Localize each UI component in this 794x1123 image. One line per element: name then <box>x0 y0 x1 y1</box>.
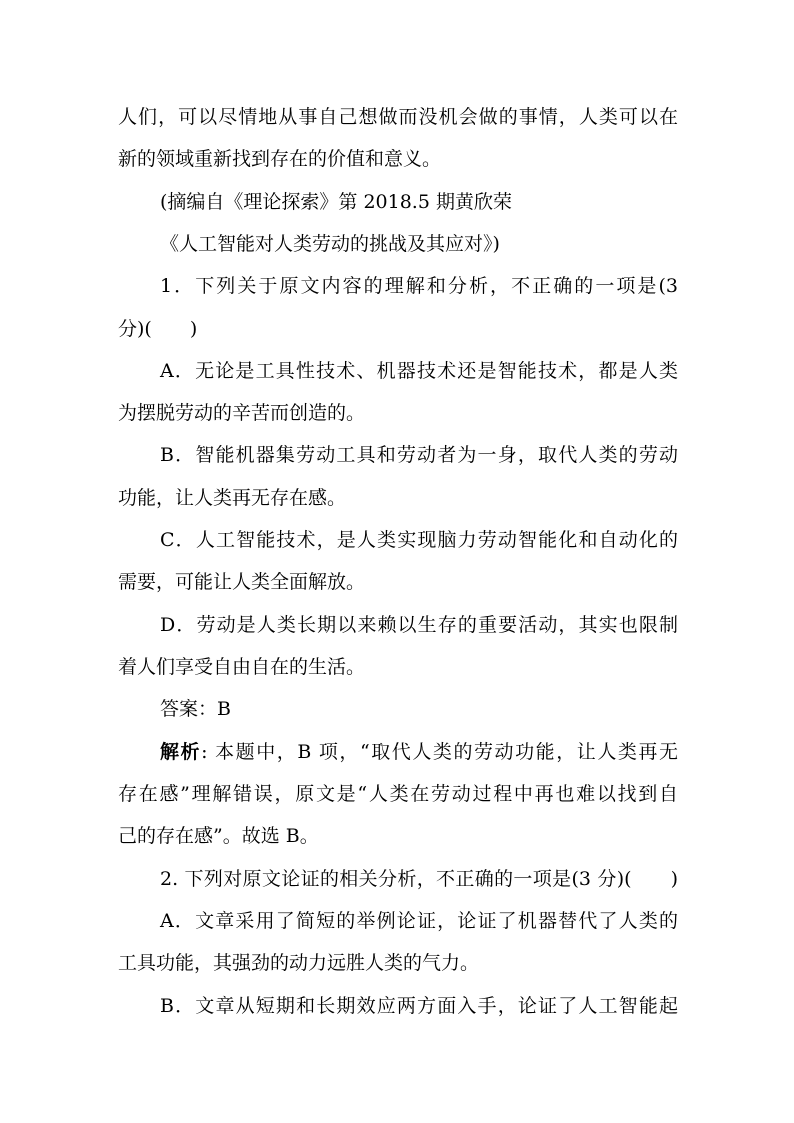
question-1-option-a: 为摆脱劳动的辛苦而创造的。 <box>118 402 366 424</box>
question-1-option-a: A．无论是工具性技术、机器技术还是智能技术，都是人类 <box>160 360 678 382</box>
question-1-option-b: 功能，让人类再无存在感。 <box>118 487 347 509</box>
question-1-stem: 1．下列关于原文内容的理解和分析，不正确的一项是(3 <box>160 275 678 297</box>
source-line: 《人工智能对人类劳动的挑战及其应对》) <box>160 233 500 255</box>
question-1-analysis: 存在感”理解错误，原文是“人类在劳动过程中再也难以找到自 <box>118 783 678 805</box>
passage-line: 新的领域重新找到存在的价值和意义。 <box>118 148 442 170</box>
question-1-analysis: 己的存在感”。故选 B。 <box>118 825 319 847</box>
source-line: (摘编自《理论探索》第 2018.5 期黄欣荣 <box>160 191 512 213</box>
analysis-text: : 本题中，B 项，“取代人类的劳动功能，让人类再无 <box>201 741 678 763</box>
question-2-option-b: B．文章从短期和长期效应两方面入手，论证了人工智能起 <box>160 995 678 1017</box>
analysis-label: 解析 <box>160 741 202 763</box>
question-1-option-c: C．人工智能技术，是人类实现脑力劳动智能化和自动化的 <box>160 529 678 551</box>
question-2-option-a: 工具功能，其强劲的动力远胜人类的气力。 <box>118 952 480 974</box>
question-1-analysis <box>160 737 678 767</box>
question-1-option-d: 着人们享受自由自在的生活。 <box>118 656 366 678</box>
question-1-stem: 分)( ) <box>118 318 198 340</box>
question-1-answer: 答案：B <box>160 698 231 720</box>
question-1-option-c: 需要，可能让人类全面解放。 <box>118 571 366 593</box>
question-1-option-d: D．劳动是人类长期以来赖以生存的重要活动，其实也限制 <box>160 614 678 636</box>
question-2-option-a: A．文章采用了简短的举例论证，论证了机器替代了人类的 <box>160 910 678 932</box>
question-1-option-b: B．智能机器集劳动工具和劳动者为一身，取代人类的劳动 <box>160 444 678 466</box>
passage-line: 人们，可以尽情地从事自己想做而没机会做的事情，人类可以在 <box>118 106 678 128</box>
question-2-stem: 2. 下列对原文论证的相关分析，不正确的一项是(3 分)( ) <box>160 868 678 890</box>
